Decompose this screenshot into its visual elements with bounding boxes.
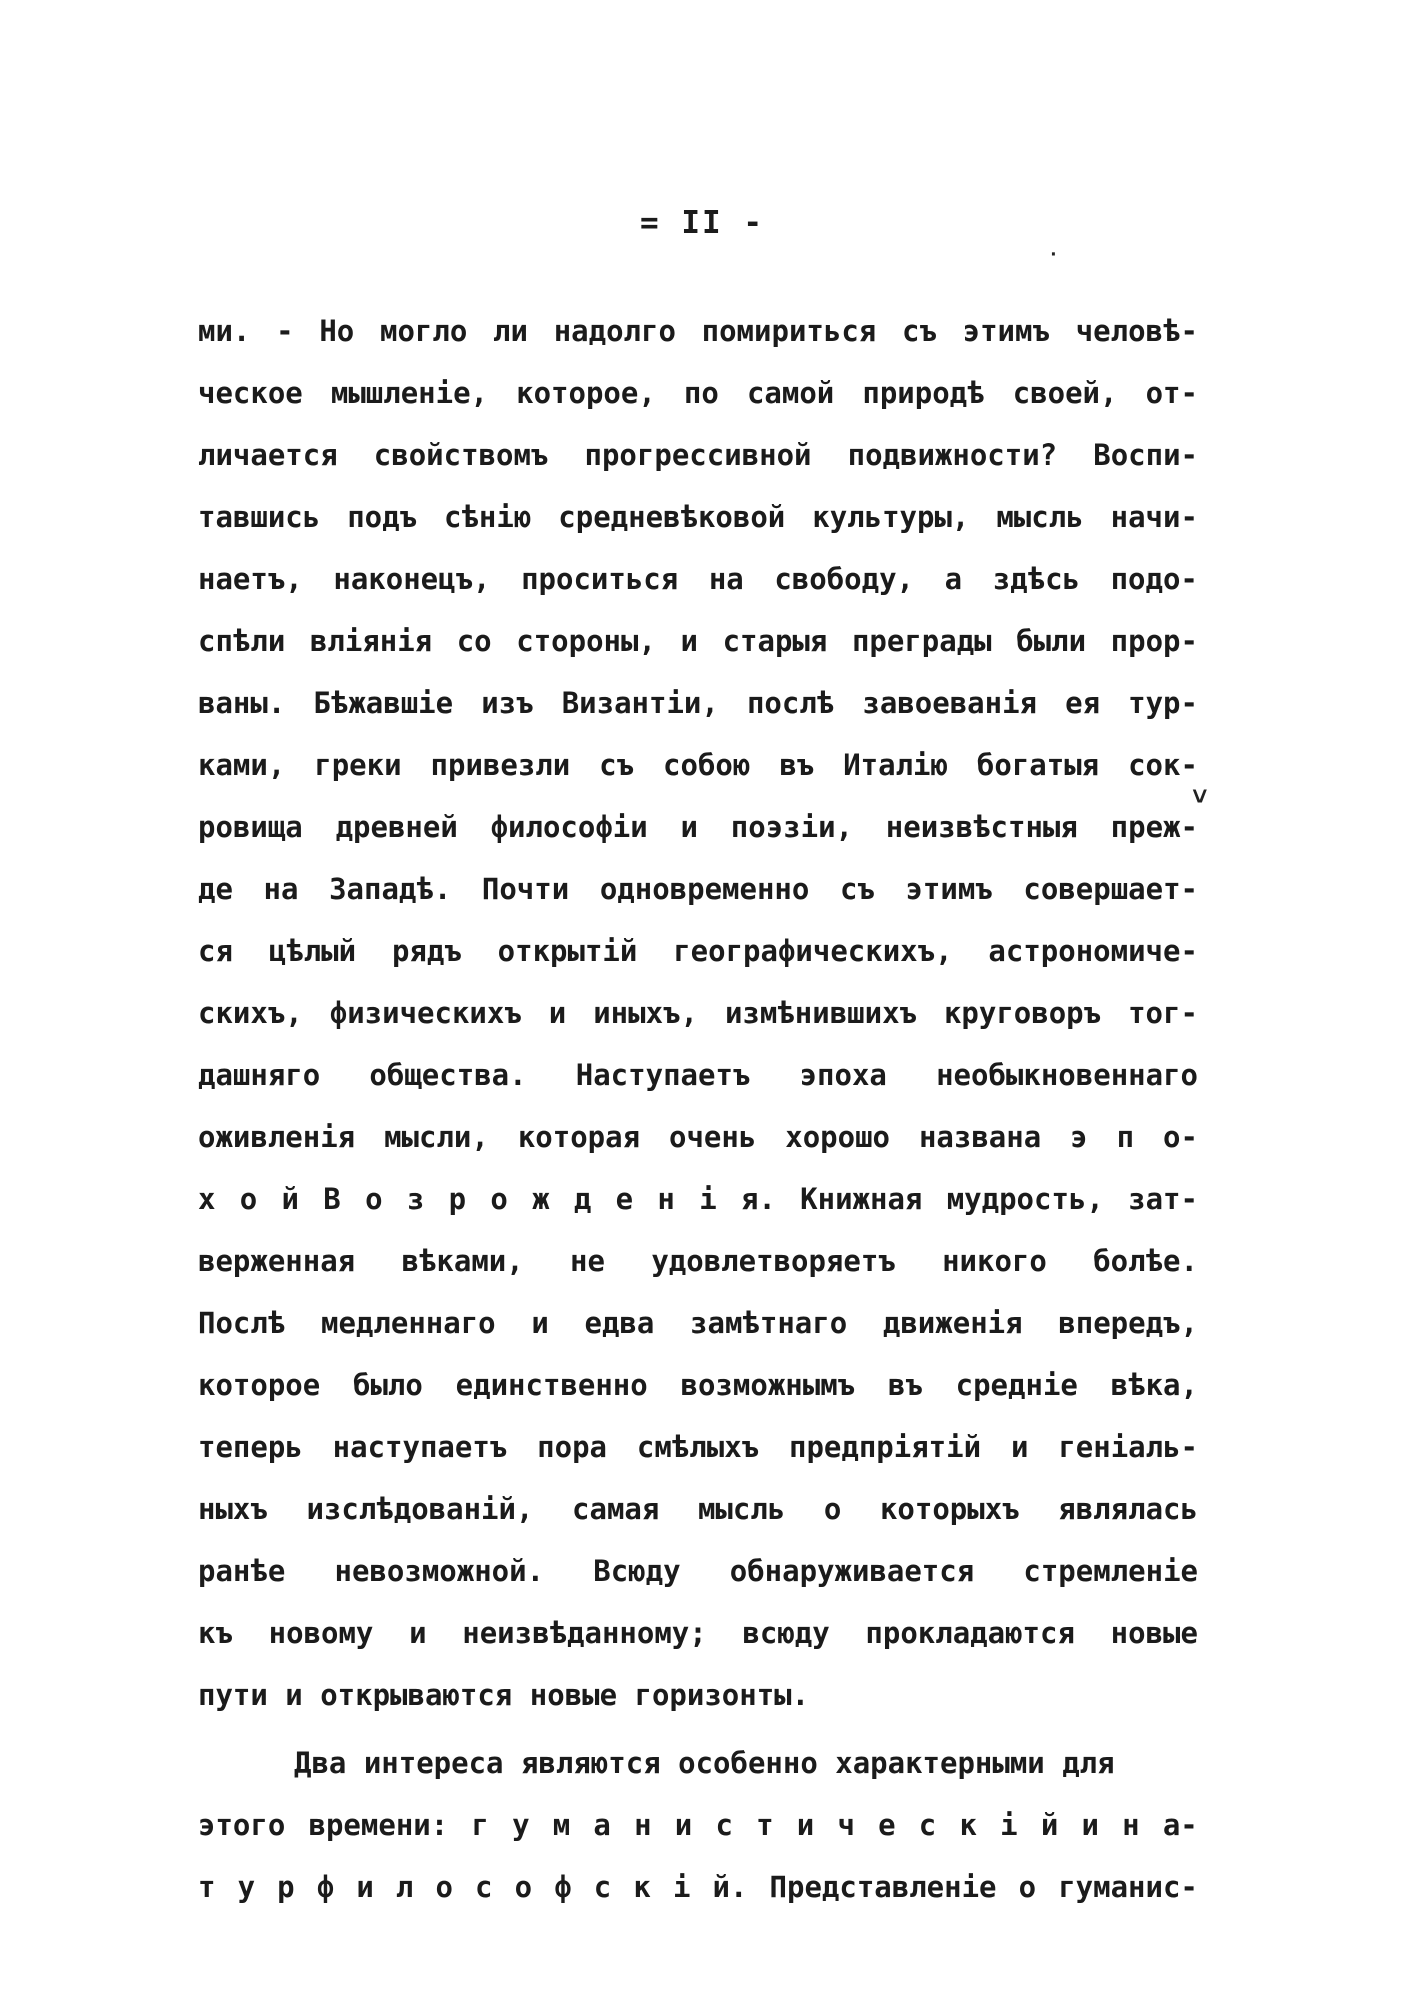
- text-line: де на Западѣ. Почти одновременно съ этимъ совершает-: [198, 872, 1198, 906]
- text-line: ваны. Бѣжавшіе изъ Византіи, послѣ завоеванія ея тур-: [198, 686, 1198, 720]
- text-line: тавшись подъ сѣнію средневѣковой культуры, мысль начи-: [198, 500, 1198, 534]
- text-line: пути и открываются новые горизонты.: [198, 1678, 810, 1712]
- text-line: ныхъ изслѣдованій, самая мысль о которыхъ являлась: [198, 1492, 1198, 1526]
- text-line: ками, греки привезли съ собою въ Италію богатыя сок-: [198, 748, 1198, 782]
- text-line: личается свойствомъ прогрессивной подвижности? Воспи-: [198, 438, 1198, 472]
- text-line: ми. - Но могло ли надолго помириться съ этимъ человѣ-: [198, 314, 1198, 348]
- page-number: = II -: [640, 205, 764, 241]
- text-line: скихъ, физическихъ и иныхъ, измѣнившихъ круговоръ тог-: [198, 996, 1198, 1030]
- text-line: оживленія мысли, которая очень хорошо названа э п о-: [198, 1120, 1198, 1154]
- text-line: къ новому и неизвѣданному; всюду прокладаются новые: [198, 1616, 1198, 1650]
- text-line: теперь наступаетъ пора смѣлыхъ предпріятій и геніаль-: [198, 1430, 1198, 1464]
- margin-dot-mark: ·: [1048, 244, 1059, 265]
- text-line: этого времени: г у м а н и с т и ч е с к і й и н а-: [198, 1808, 1198, 1842]
- body-text: [198, 300, 1198, 1918]
- text-line: верженная вѣками, не удовлетворяетъ никого болѣе.: [198, 1244, 1198, 1278]
- text-line: спѣли вліянія со стороны, и старыя преграды были прор-: [198, 624, 1198, 658]
- text-line: ся цѣлый рядъ открытій географическихъ, астрономиче-: [198, 934, 1198, 968]
- text-line: ранѣе невозможной. Всюду обнаруживается стремленіе: [198, 1554, 1198, 1588]
- text-line: х о й В о з р о ж д е н і я. Книжная мудрость, зат-: [198, 1182, 1198, 1216]
- margin-check-mark: ˅: [1192, 782, 1208, 812]
- text-line: т у р ф и л о с о ф с к і й. Представленіе о гуманис-: [198, 1870, 1198, 1904]
- text-line: дашняго общества. Наступаетъ эпоха необыкновеннаго: [198, 1058, 1198, 1092]
- text-line: ровища древней философіи и поэзіи, неизвѣстныя преж-: [198, 810, 1198, 844]
- text-line: наетъ, наконецъ, проситься на свободу, а здѣсь подо-: [198, 562, 1198, 596]
- text-line: Послѣ медленнаго и едва замѣтнаго движенія впередъ,: [198, 1306, 1198, 1340]
- text-line: Два интереса являются особенно характерными для: [294, 1746, 1115, 1780]
- text-line: ческое мышленіе, которое, по самой природѣ своей, от-: [198, 376, 1198, 410]
- text-line: которое было единственно возможнымъ въ средніе вѣка,: [198, 1368, 1198, 1402]
